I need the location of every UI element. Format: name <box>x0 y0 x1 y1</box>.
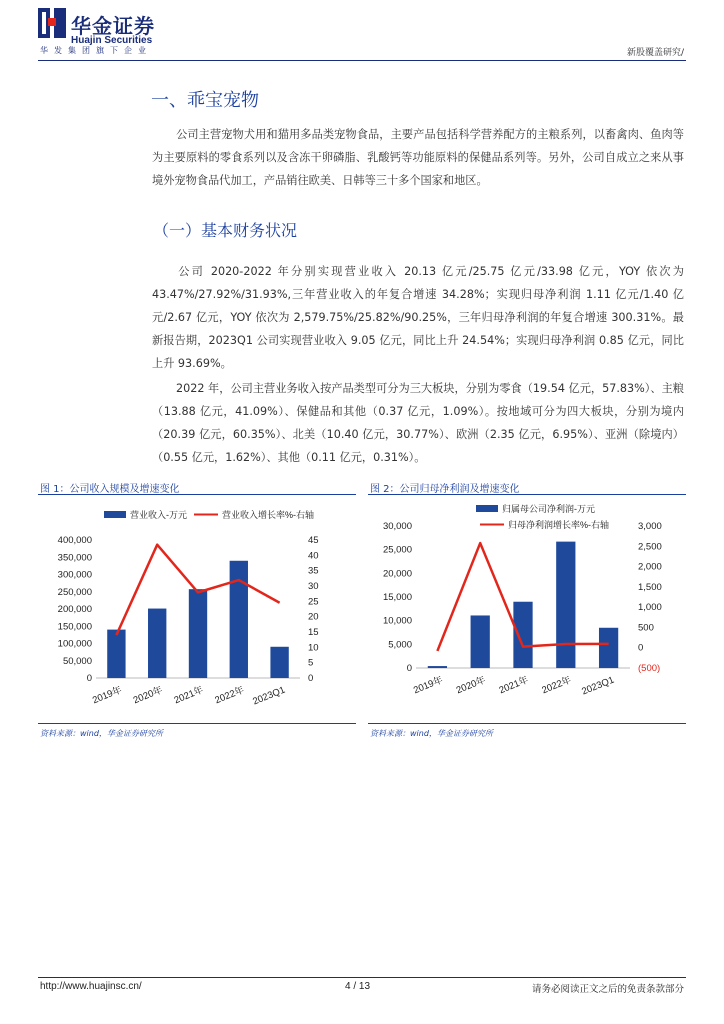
figure-1-title: 图 1：公司收入规模及增速变化 <box>40 484 180 495</box>
logo-mark-icon <box>38 8 66 38</box>
y-right-tick-label: 2,500 <box>638 541 662 553</box>
y-left-tick-label: 30,000 <box>382 521 412 532</box>
legend-bar-label: 归属母公司净利润-万元 <box>502 504 595 514</box>
y-left-tick-label: 25,000 <box>382 544 412 556</box>
intro-paragraph-text: 公司主营宠物犬用和猫用多品类宠物食品，主要产品包括科学营养配方的主粮系列，以畜禽肉、鱼肉等为主要原料的零食系列以及含冻干卵磷脂、乳酸钙等功能原料的保健品系列等。另外，公司自成立之来从事境外宠物食品代加工，产品销往欧美、日韩等三十多个国家和地区。 <box>152 128 684 187</box>
net-profit-chart <box>368 498 688 720</box>
x-tick-label: 2022年 <box>213 684 246 707</box>
bar-2023Q1 <box>599 628 618 668</box>
y-left-tick-label: 0 <box>406 663 412 674</box>
y-right-tick-label: 1,000 <box>638 602 662 614</box>
bar-2022年 <box>230 561 248 678</box>
section-heading: 一、乖宝宠物 <box>151 90 259 111</box>
bar-2021年 <box>189 589 207 678</box>
y-right-tick-label: (500) <box>638 663 661 674</box>
footer-divider <box>38 977 686 978</box>
bar-2019年 <box>107 630 125 678</box>
disclaimer-note: 请务必阅读正文之后的免责条款部分 <box>531 984 684 995</box>
y-right-tick-label: 30 <box>308 581 319 592</box>
y-left-tick-label: 150,000 <box>57 621 92 633</box>
y-right-tick-label: 15 <box>308 627 319 638</box>
legend-bar-label: 营业收入-万元 <box>130 510 187 520</box>
y-left-tick-label: 0 <box>86 673 92 684</box>
legend-line-label: 营业收入增长率%-右轴 <box>222 510 315 520</box>
x-tick-label: 2020年 <box>454 674 488 697</box>
legend-line-label: 归母净利润增长率%-右轴 <box>508 520 610 530</box>
header-slogan: 华发集团旗下企业 <box>40 46 152 55</box>
business-paragraph <box>152 377 684 469</box>
y-right-tick-label: 3,000 <box>638 521 662 532</box>
figure-1-source-rule <box>38 723 356 724</box>
bar-2023Q1 <box>270 647 288 678</box>
figure-1-rule <box>38 494 356 495</box>
header-divider <box>38 60 686 61</box>
figure-2-title: 图 2：公司归母净利润及增速变化 <box>370 484 520 495</box>
revenue-chart <box>38 498 358 720</box>
logo-english-name: Huajin Securities <box>71 35 153 46</box>
x-tick-label: 2023Q1 <box>580 674 616 698</box>
y-left-tick-label: 50,000 <box>62 655 92 667</box>
y-right-tick-label: 0 <box>638 642 644 654</box>
subsection-heading: （一）基本财务状况 <box>153 221 298 240</box>
figure-2-source: 资料来源：wind，华金证券研究所 <box>370 729 493 738</box>
x-tick-label: 2019年 <box>90 684 124 707</box>
y-left-tick-label: 400,000 <box>57 535 92 546</box>
document-type: 新股覆盖研究/ <box>626 48 684 58</box>
bar-2019年 <box>428 666 447 668</box>
x-tick-label: 2021年 <box>497 674 531 697</box>
logo-chinese-name: 华金证券 <box>71 14 155 38</box>
y-left-tick-label: 350,000 <box>57 552 92 564</box>
figure-1-source: 资料来源：wind，华金证券研究所 <box>40 729 163 738</box>
y-right-tick-label: 25 <box>308 596 319 608</box>
y-left-tick-label: 20,000 <box>382 568 412 580</box>
financial-paragraph <box>152 260 684 375</box>
intro-paragraph <box>152 123 684 192</box>
bar-2021年 <box>513 602 532 668</box>
y-right-tick-label: 40 <box>308 550 319 562</box>
x-tick-label: 2022年 <box>540 674 573 697</box>
bar-2020年 <box>471 615 490 668</box>
y-left-tick-label: 300,000 <box>57 569 92 581</box>
y-right-tick-label: 20 <box>308 611 319 623</box>
figure-2-rule <box>368 494 686 495</box>
x-tick-label: 2021年 <box>172 684 206 707</box>
y-right-tick-label: 45 <box>308 535 319 546</box>
y-left-tick-label: 15,000 <box>382 592 412 603</box>
x-tick-label: 2019年 <box>411 674 445 697</box>
bar-2022年 <box>556 542 575 668</box>
y-left-tick-label: 250,000 <box>57 586 92 598</box>
legend-bar-swatch <box>476 505 498 512</box>
page-number: 4 / 13 <box>345 981 371 992</box>
y-left-tick-label: 5,000 <box>388 639 412 651</box>
y-right-tick-label: 35 <box>308 565 319 577</box>
figure-2-source-rule <box>368 723 686 724</box>
y-right-tick-label: 2,000 <box>638 561 662 573</box>
y-left-tick-label: 100,000 <box>57 638 92 650</box>
footer-website-link[interactable]: http://www.huajinsc.cn/ <box>40 981 142 992</box>
y-right-tick-label: 1,500 <box>638 581 662 593</box>
bar-2020年 <box>148 609 166 678</box>
y-left-tick-label: 10,000 <box>382 615 412 627</box>
legend-bar-swatch <box>104 511 126 518</box>
y-right-tick-label: 10 <box>308 642 319 654</box>
y-right-tick-label: 500 <box>638 622 654 634</box>
y-right-tick-label: 0 <box>308 673 314 684</box>
y-left-tick-label: 200,000 <box>57 604 92 615</box>
business-paragraph-text: 2022 年，公司主营业务收入按产品类型可分为三大板块，分别为零食（19.54 亿元，57.83%）、主粮（13.88 亿元，41.09%）、保健品和其他（0.37 亿元，1.09%）。按地域可分为四大板块，分别为境内（20.39 亿元，60.35%）、北美（10.40 亿元，30.77%）、欧洲（2.35 亿元，6.95%）、亚洲（除境内）（0.55 亿元，1.62%）、其他（0.11 亿元，0.31%）。 <box>152 382 684 464</box>
x-tick-label: 2023Q1 <box>251 684 287 708</box>
financial-paragraph-text: 公司 2020-2022 年分别实现营业收入 20.13 亿元/25.75 亿元/33.98 亿元，YOY 依次为43.47%/27.92%/31.93%,三年营业收入的年复合增速 34.28%；实现归母净利润 1.11 亿元/1.40 亿元/2.67 亿元，YOY 依次为 2,579.75%/25.82%/90.25%，三年归母净利润的年复合增速 300.31%。最新报告期，2023Q1 公司实现营业收入 9.05 亿元，同比上升 24.54%；实现归母净利润 0.85 亿元，同比上升 93.69%。 <box>152 265 684 370</box>
x-tick-label: 2020年 <box>131 684 165 707</box>
y-right-tick-label: 5 <box>308 657 314 669</box>
company-logo <box>38 8 178 44</box>
